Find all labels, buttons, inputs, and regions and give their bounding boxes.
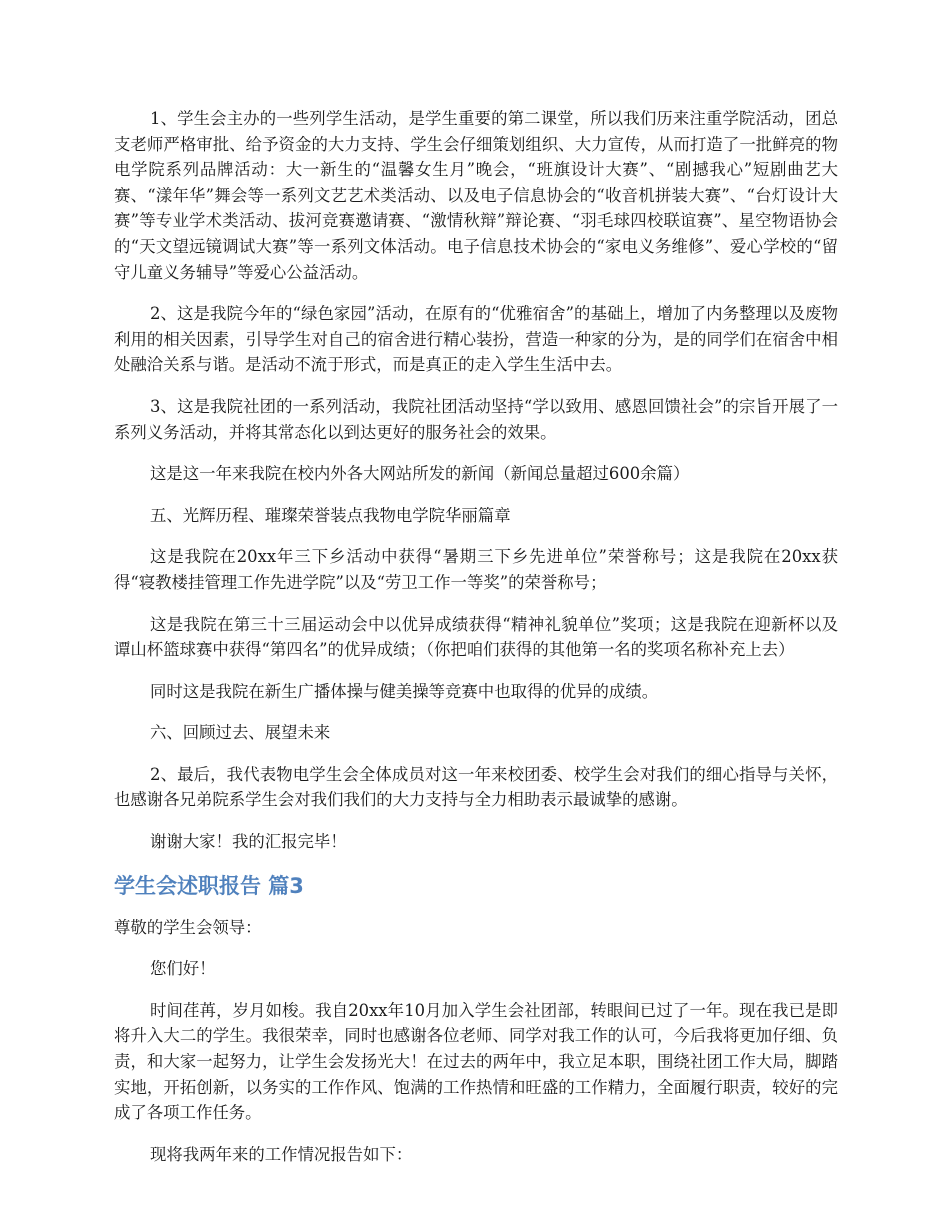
paragraph-section-five: 五、光辉历程、璀璨荣誉装点我物电学院华丽篇章 [150, 505, 511, 525]
paragraph-greeting: 您们好！ [150, 959, 216, 979]
document-page [114, 106, 838, 1183]
paragraph-green-home: 2、这是我院今年的“绿色家园”活动，在原有的“优雅宿舍”的基础上，增加了内务整理以及废物利用的相关因素，引导学生对自己的宿舍进行精心装扮，营造一种家的分为，是的同学们在宿舍中相处融洽关系与谐。是活动不流于形式，而是真正的走入学生生活中去。 [114, 304, 838, 375]
paragraph-thanks: 2、最后，我代表物电学生会全体成员对这一年来校团委、校学生会对我们的细心指导与关怀，也感谢各兄弟院系学生会对我们我们的大力支持与全力相助表示最诚挚的感谢。 [114, 764, 838, 810]
paragraph-report-lead: 现将我两年来的工作情况报告如下： [150, 1144, 413, 1164]
salutation: 尊敬的学生会领导： [114, 917, 262, 937]
section-heading: 学生会述职报告 篇3 [114, 873, 304, 898]
paragraph-honors-1: 这是我院在20xx年三下乡活动中获得“暑期三下乡先进单位”荣誉称号；这是我院在20xx获得“寝教楼挂管理工作先进学院”以及“劳卫工作一等奖”的荣誉称号； [114, 547, 838, 592]
paragraph-honors-2: 这是我院在第三十三届运动会中以优异成绩获得“精神礼貌单位”奖项；这是我院在迎新杯以及谭山杯篮球赛中获得“第四名”的优异成绩；（你把咱们获得的其他第一名的奖项名称补充上去） [114, 614, 838, 660]
paragraph-news: 这是这一年来我院在校内外各大网站所发的新闻（新闻总量超过600余篇） [150, 464, 690, 484]
paragraph-intro: 时间荏苒，岁月如梭。我自20xx年10月加入学生会社团部，转眼间已过了一年。现在我已是即将升入大二的学生。我很荣幸，同时也感谢各位老师、同学对我工作的认可，今后我将更加仔细、负责，和大家一起努力，让学生会发扬光大！在过去的两年中，我立足本职，围绕社团工作大局，脚踏实地，开拓创新，以务实的工作作风、饱满的工作热情和旺盛的工作精力，全面履行职责，较好的完成了各项工作任务。 [114, 1000, 838, 1123]
paragraph-closing: 谢谢大家！我的汇报完毕！ [150, 832, 347, 852]
paragraph-section-six: 六、回顾过去、展望未来 [150, 723, 331, 743]
paragraph-honors-3: 同时这是我院在新生广播体操与健美操等竞赛中也取得的优异的成绩。 [150, 681, 659, 701]
paragraph-club-activities: 3、这是我院社团的一系列活动，我院社团活动坚持“学以致用、感恩回馈社会”的宗旨开展了一系列义务活动，并将其常态化以到达更好的服务社会的效果。 [114, 396, 838, 442]
paragraph-activities: 1、学生会主办的一些列学生活动，是学生重要的第二课堂，所以我们历来注重学院活动，团总支老师严格审批、给予资金的大力支持、学生会仔细策划组织、大力宣传，从而打造了一批鲜亮的物电学院系列品牌活动：大一新生的“温馨女生月”晚会，“班旗设计大赛”、“剧撼我心”短剧曲艺大赛、“漾年华”舞会等一系列文艺艺术类活动、以及电子信息协会的“收音机拼装大赛”、“台灯设计大赛”等专业学术类活动、拔河竞赛邀请赛、“激情秋辩”辩论赛、“羽毛球四校联谊赛”、星空物语协会的“天文望远镜调试大赛”等一系列文体活动。电子信息技术协会的“家电义务维修”、爱心学校的“留守儿童义务辅导”等爱心公益活动。 [114, 109, 838, 282]
